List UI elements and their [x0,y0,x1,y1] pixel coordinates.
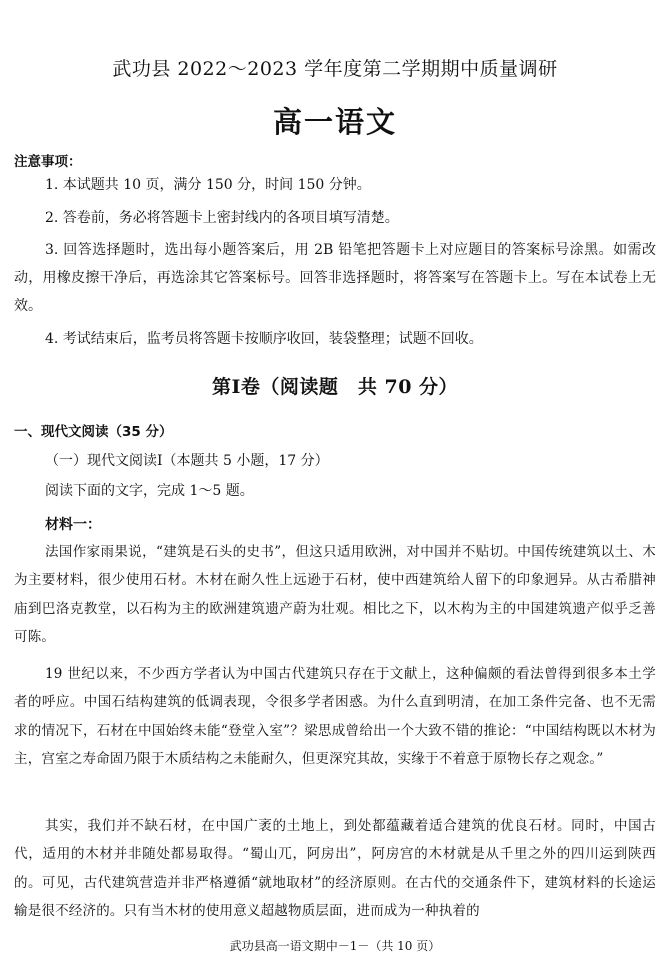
notice-item-1: 1. 本试题共 10 页，满分 150 分，时间 150 分钟。 [45,177,371,193]
section-title: 第Ⅰ卷（阅读题 共 70 分） [211,376,459,398]
passage-paragraph-3: 其实，我们并不缺石材，在中国广袤的土地上，到处都蕴藏着适合建筑的优良石材。同时，中国古代，适用的木材并非随处都易取得。“蜀山兀，阿房出”，阿房宫的木材就是从千里之外的四川运到陕西的。可见，古代建筑营造并非严格遵循“就地取材”的经济原则。在古代的交通条件下，建筑材料的长途运输是很不经济的。只有当木材的使用意义超越物质层面，进而成为一种执着的 [14,818,656,919]
notice-item-2: 2. 答卷前，务必将答题卡上密封线内的各项目填写清楚。 [45,210,399,226]
part-heading: 一、现代文阅读（35 分） [14,424,173,440]
reading-instruction: 阅读下面的文字，完成 1～5 题。 [45,483,254,499]
passage-paragraph-1: 法国作家雨果说，“建筑是石头的史书”，但这只适用欧洲，对中国并不贴切。中国传统建筑以土、木为主要材料，很少使用石材。木材在耐久性上远逊于石材，使中西建筑给人留下的印象迥异。从古希腊神庙到巴洛克教堂，以石构为主的欧洲建筑遗产蔚为壮观。相比之下，以木构为主的中国建筑遗产似乎乏善可陈。 [14,544,656,645]
notice-item-4: 4. 考试结束后，监考员将答题卡按顺序收回，装袋整理；试题不回收。 [45,331,483,347]
subject-title: 高一语文 [272,105,397,139]
notice-heading: 注意事项： [14,154,82,170]
notice-item-3: 3. 回答选择题时，选出每小题答案后，用 2B 铅笔把答题卡上对应题目的答案标号涂黑。如需改动，用橡皮擦干净后，再选涂其它答案标号。回答非选择题时，将答案写在答题卡上。写在本试卷上无效。 [14,242,656,314]
material-label: 材料一： [45,517,101,533]
exam-title: 武功县 2022～2023 学年度第二学期期中质量调研 [112,58,558,80]
passage-paragraph-2: 19 世纪以来，不少西方学者认为中国古代建筑只存在于文献上，这种偏颇的看法曾得到很多本土学者的呼应。中国石结构建筑的低调表现，令很多学者困惑。为什么直到明清，在加工条件完备、也不无需求的情况下，石材在中国始终未能“登堂入室”？梁思成曾给出一个大致不错的推论：“中国结构既以木材为主，宫室之寿命固乃限于木质结构之未能耐久，但更深究其故，实缘于不着意于原物长存之观念。” [14,666,656,767]
page-footer: 武功县高一语文期中－1－（共 10 页） [229,939,441,953]
subpart-heading: （一）现代文阅读Ⅰ（本题共 5 小题，17 分） [45,453,329,469]
